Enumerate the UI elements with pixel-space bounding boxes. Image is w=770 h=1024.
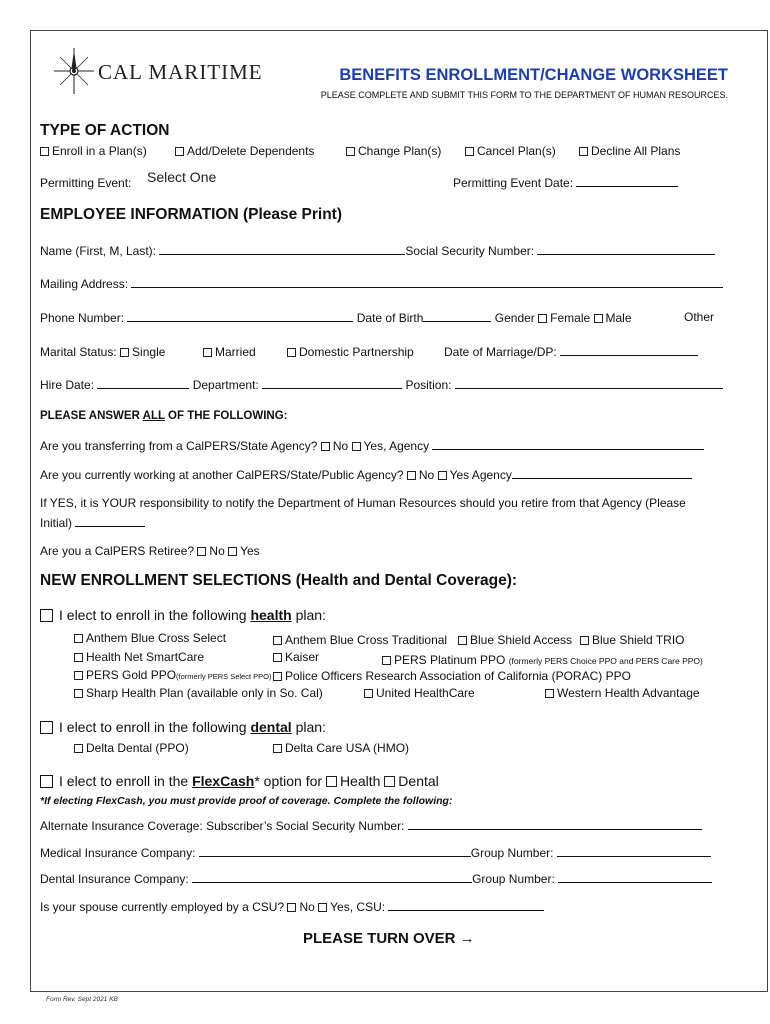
flexcash-note: *If electing FlexCash, you must provide proof of coverage. Complete the following: — [40, 795, 453, 807]
alt-ssn-row: Alternate Insurance Coverage: Subscriber’s Social Security Number: — [40, 819, 702, 833]
q2-yes-checkbox[interactable] — [438, 471, 447, 480]
checkbox[interactable] — [74, 671, 83, 680]
married-option[interactable]: Married — [203, 345, 256, 359]
dom-field[interactable] — [560, 345, 698, 356]
action-cancel-plan[interactable]: Cancel Plan(s) — [465, 144, 556, 158]
action-change-plan[interactable]: Change Plan(s) — [346, 144, 441, 158]
dental-company-row: Dental Insurance Company: Group Number: — [40, 872, 712, 886]
form-title: BENEFITS ENROLLMENT/CHANGE WORKSHEET — [339, 66, 728, 84]
health-election-checkbox[interactable] — [40, 609, 53, 622]
question-transferring: Are you transferring from a CalPERS/State Agency? No Yes, Agency — [40, 439, 704, 453]
compass-star-icon — [52, 46, 96, 96]
retire-note: If YES, it is YOUR responsibility to notify the Department of Human Resources should you retire from that Agency (Please — [40, 496, 686, 510]
dob-field[interactable] — [423, 311, 491, 322]
permitting-event-label: Permitting Event: — [40, 176, 132, 190]
spouse-row: Is your spouse currently employed by a CSU? No Yes, CSU: — [40, 900, 544, 914]
alt-ssn-field[interactable] — [408, 819, 702, 830]
medical-company-field[interactable] — [199, 846, 471, 857]
plan-anthem-select[interactable]: Anthem Blue Cross Select — [74, 631, 226, 645]
checkbox[interactable] — [273, 636, 282, 645]
checkbox[interactable] — [273, 653, 282, 662]
action-add-delete-dependents[interactable]: Add/Delete Dependents — [175, 144, 314, 158]
checkbox[interactable] — [364, 689, 373, 698]
name-field[interactable] — [159, 244, 405, 255]
plan-porac[interactable]: Police Officers Research Association of California (PORAC) PPO — [273, 669, 631, 683]
q1-no-checkbox[interactable] — [321, 442, 330, 451]
flex-health-checkbox[interactable] — [326, 776, 337, 787]
checkbox[interactable] — [74, 653, 83, 662]
medical-row: Medical Insurance Company: Group Number: — [40, 846, 711, 860]
phone-row: Phone Number: Date of Birth Gender Female Male — [40, 311, 632, 325]
type-of-action-heading: TYPE OF ACTION — [40, 122, 170, 139]
retire-note-initial: Initial) — [40, 516, 145, 530]
domestic-option[interactable]: Domestic Partnership — [287, 345, 414, 359]
permitting-event-date[interactable]: Permitting Event Date: — [453, 176, 678, 190]
question-retiree: Are you a CalPERS Retiree? No Yes — [40, 544, 260, 558]
checkbox[interactable] — [382, 656, 391, 665]
medical-group-field[interactable] — [557, 846, 711, 857]
flexcash-election-checkbox[interactable] — [40, 775, 53, 788]
employee-info-heading: EMPLOYEE INFORMATION (Please Print) — [40, 206, 343, 223]
answer-all-heading: PLEASE ANSWER ALL OF THE FOLLOWING: — [40, 410, 288, 422]
address-row: Mailing Address: — [40, 277, 723, 291]
spouse-csu-field[interactable] — [388, 900, 544, 911]
hire-date-field[interactable] — [97, 378, 189, 389]
dental-plan-election: I elect to enroll in the following dental plan: — [40, 719, 326, 735]
checkbox[interactable] — [458, 636, 467, 645]
phone-field[interactable] — [127, 311, 353, 322]
q3-yes-checkbox[interactable] — [228, 547, 237, 556]
flexcash-election: I elect to enroll in the FlexCash* option for Health Dental — [40, 773, 439, 789]
plan-blue-shield-access[interactable]: Blue Shield Access — [458, 633, 572, 647]
dental-hmo[interactable]: Delta Care USA (HMO) — [273, 741, 409, 755]
ssn-field[interactable] — [537, 244, 715, 255]
plan-health-net[interactable]: Health Net SmartCare — [74, 650, 204, 664]
plan-kaiser[interactable]: Kaiser — [273, 650, 319, 664]
spouse-yes-checkbox[interactable] — [318, 903, 327, 912]
single-checkbox[interactable] — [120, 348, 129, 357]
enrollment-heading: NEW ENROLLMENT SELECTIONS (Health and Dental Coverage): — [40, 572, 518, 589]
date-field[interactable] — [576, 176, 678, 187]
q2-agency-field[interactable] — [512, 468, 692, 479]
permitting-event-select[interactable]: Select One — [147, 169, 217, 185]
form-revision: Form Rev. Sept 2021 KB — [46, 996, 118, 1003]
position-field[interactable] — [455, 378, 723, 389]
dom-row: Date of Marriage/DP: — [444, 345, 698, 359]
plan-pers-platinum[interactable]: PERS Platinum PPO (formerly PERS Choice PPO and PERS Care PPO) — [382, 653, 703, 667]
female-checkbox[interactable] — [538, 314, 547, 323]
checkbox[interactable] — [74, 744, 83, 753]
marital-label: Marital Status: Single — [40, 345, 166, 359]
name-row: Name (First, M, Last): Social Security Number: — [40, 244, 715, 258]
health-plan-election: I elect to enroll in the following health plan: — [40, 607, 326, 623]
plan-pers-gold[interactable]: PERS Gold PPO(formerly PERS Select PPO) — [74, 668, 272, 682]
department-field[interactable] — [262, 378, 402, 389]
address-field[interactable] — [131, 277, 723, 288]
action-enroll[interactable]: Enroll in a Plan(s) — [40, 144, 147, 158]
q1-yes-checkbox[interactable] — [352, 442, 361, 451]
checkbox[interactable] — [580, 636, 589, 645]
checkbox[interactable] — [579, 147, 588, 156]
spouse-no-checkbox[interactable] — [287, 903, 296, 912]
checkbox[interactable] — [40, 147, 49, 156]
plan-sharp[interactable]: Sharp Health Plan (available only in So. Cal) — [74, 686, 323, 700]
logo-text: CAL MARITIME — [98, 60, 263, 84]
dental-ppo[interactable]: Delta Dental (PPO) — [74, 741, 189, 755]
logo — [52, 46, 96, 101]
checkbox[interactable] — [74, 689, 83, 698]
checkbox[interactable] — [175, 147, 184, 156]
checkbox[interactable] — [545, 689, 554, 698]
gender-other[interactable]: Other — [684, 310, 715, 324]
q2-no-checkbox[interactable] — [407, 471, 416, 480]
domestic-checkbox[interactable] — [287, 348, 296, 357]
married-checkbox[interactable] — [203, 348, 212, 357]
form-subtitle: PLEASE COMPLETE AND SUBMIT THIS FORM TO THE DEPARTMENT OF HUMAN RESOURCES. — [320, 90, 728, 100]
q3-no-checkbox[interactable] — [197, 547, 206, 556]
plan-anthem-traditional[interactable]: Anthem Blue Cross Traditional — [273, 633, 447, 647]
male-checkbox[interactable] — [594, 314, 603, 323]
checkbox[interactable] — [465, 147, 474, 156]
flex-dental-checkbox[interactable] — [384, 776, 395, 787]
checkbox[interactable] — [273, 672, 282, 681]
hire-row: Hire Date: Department: Position: — [40, 378, 723, 392]
turn-over-label: PLEASE TURN OVER → — [303, 930, 475, 947]
action-decline-all[interactable]: Decline All Plans — [579, 144, 680, 158]
q1-agency-field[interactable] — [432, 439, 704, 450]
plan-blue-shield-trio[interactable]: Blue Shield TRIO — [580, 633, 685, 647]
plan-western[interactable]: Western Health Advantage — [545, 686, 700, 700]
checkbox[interactable] — [346, 147, 355, 156]
checkbox[interactable] — [74, 634, 83, 643]
plan-united[interactable]: United HealthCare — [364, 686, 475, 700]
checkbox[interactable] — [273, 744, 282, 753]
dental-group-field[interactable] — [558, 872, 712, 883]
question-working: Are you currently working at another CalPERS/State/Public Agency? No Yes Agency — [40, 468, 692, 482]
dental-company-field[interactable] — [192, 872, 472, 883]
dental-election-checkbox[interactable] — [40, 721, 53, 734]
initial-field[interactable] — [75, 516, 145, 527]
